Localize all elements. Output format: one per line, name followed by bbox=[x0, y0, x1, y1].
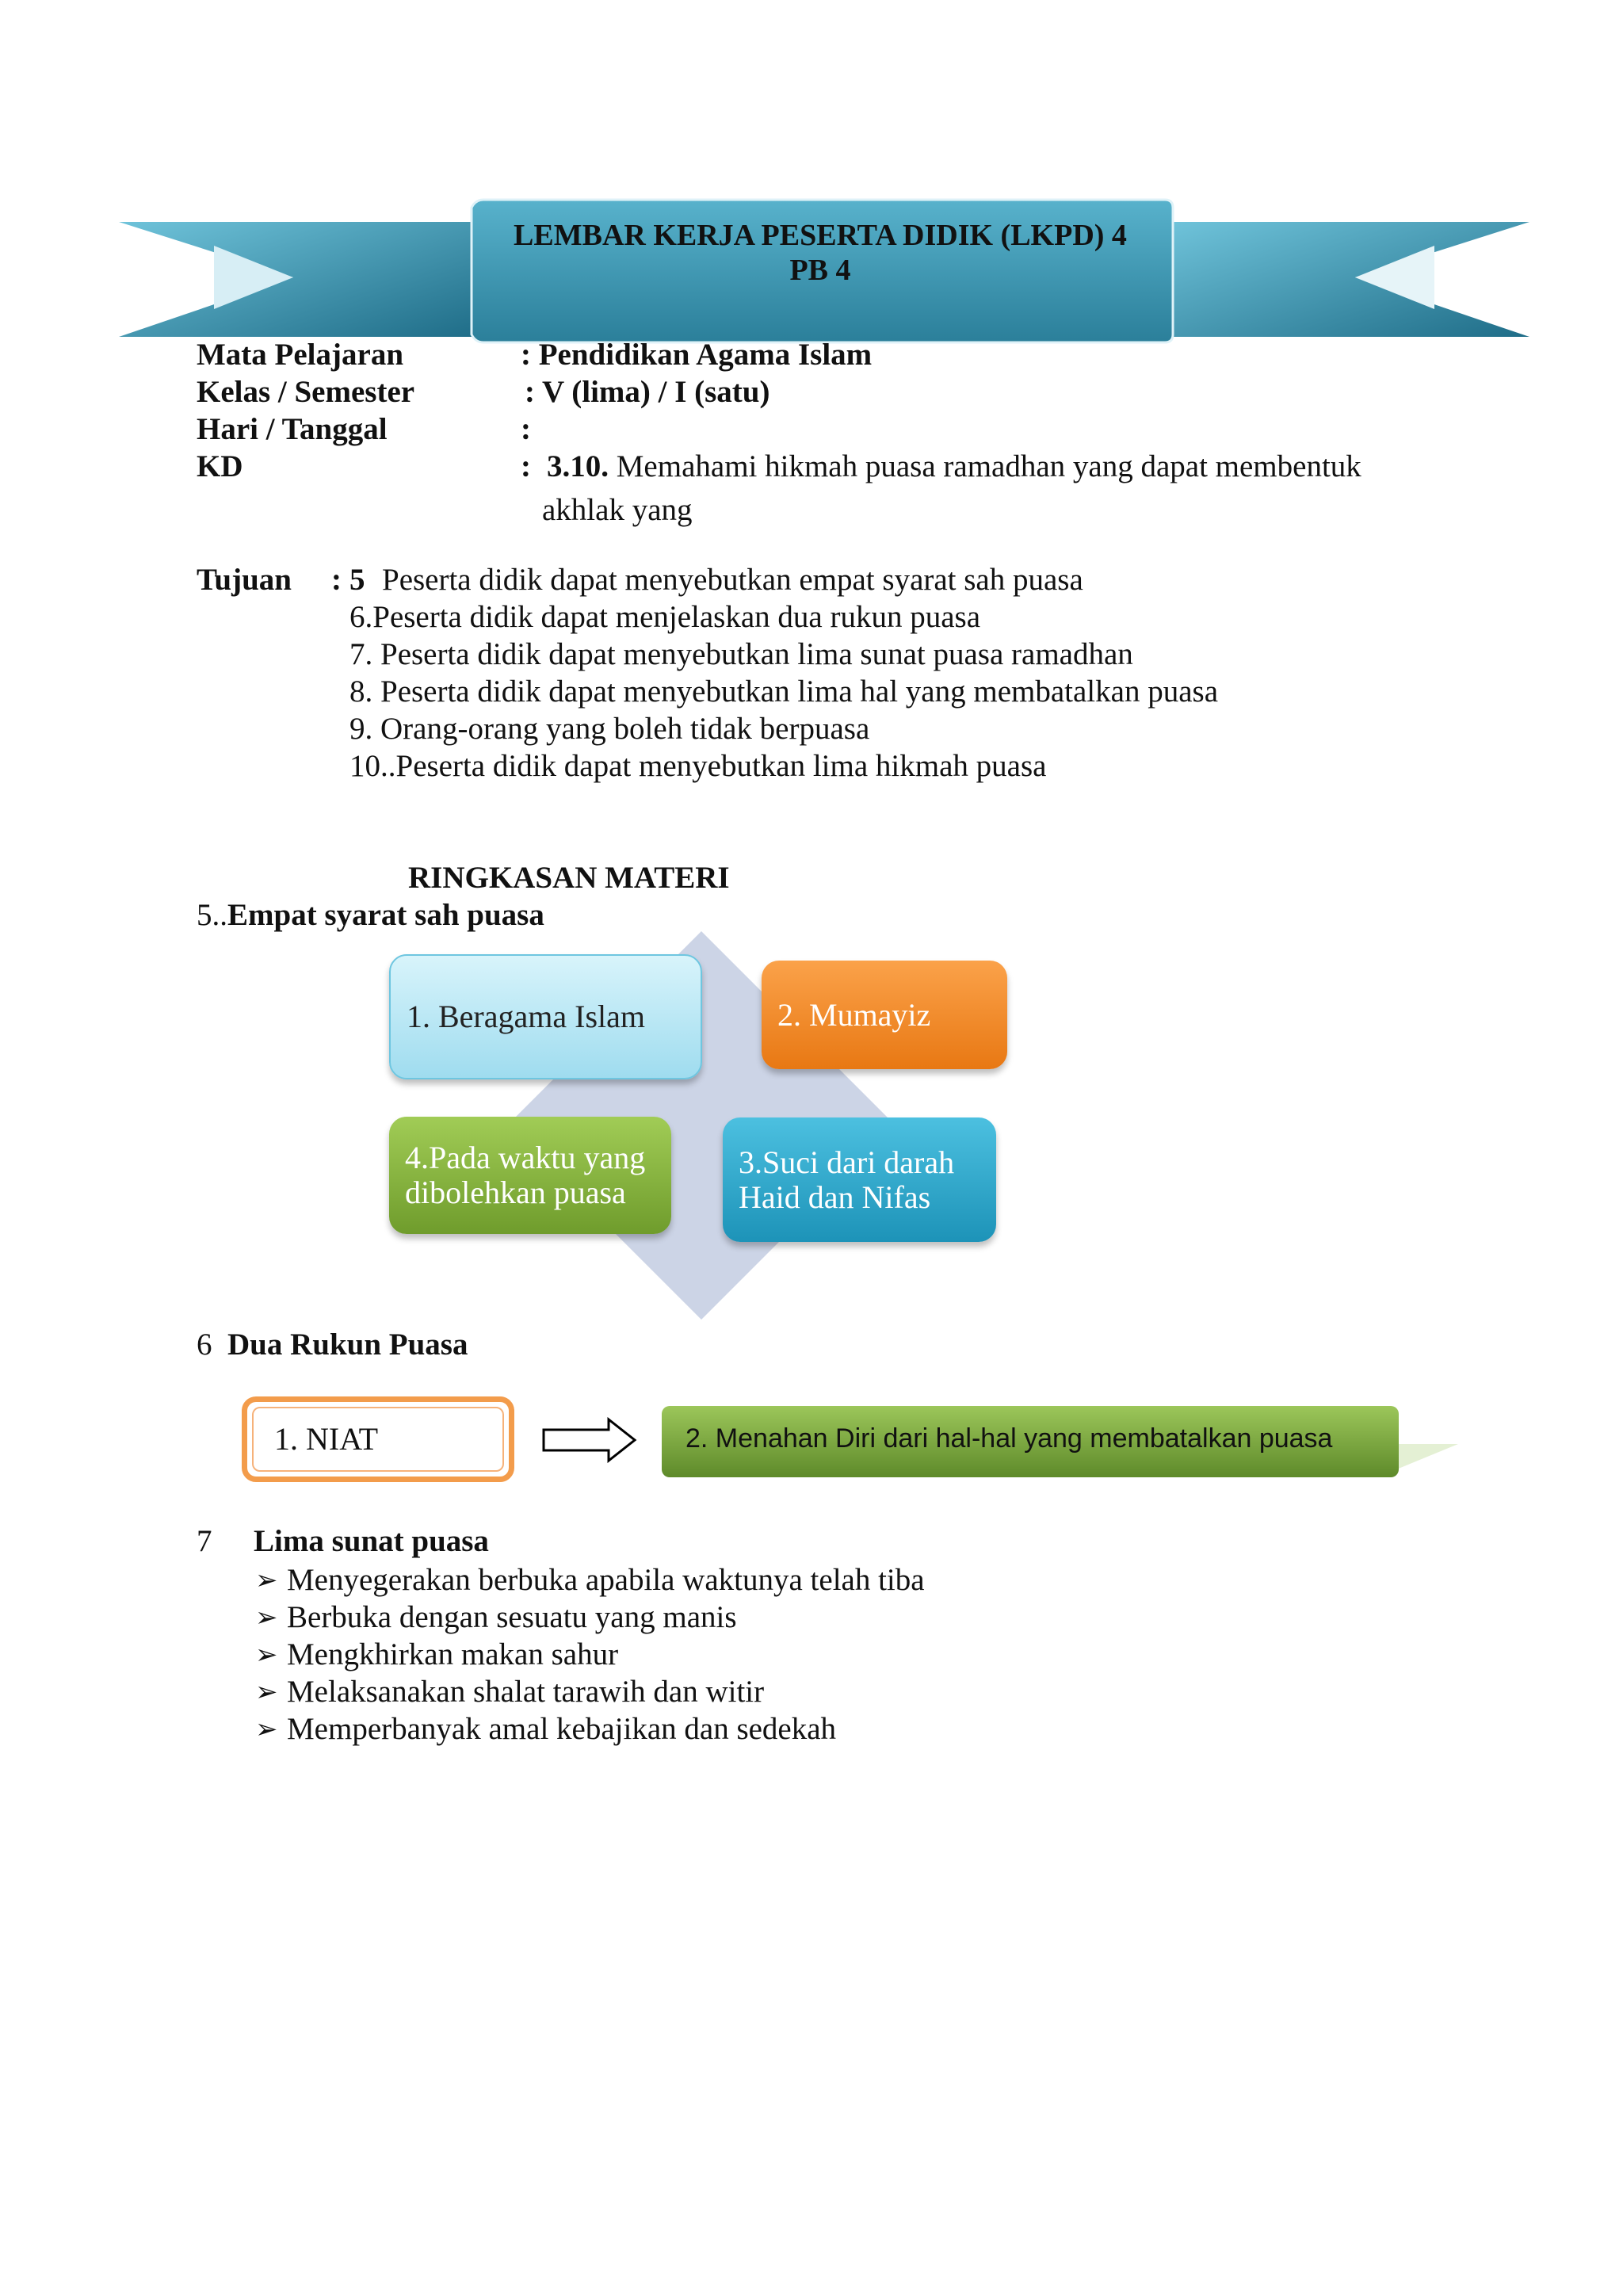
info-colon-kd: : bbox=[521, 449, 531, 483]
tujuan-item: 9. Orang-orang yang boleh tidak berpuasa bbox=[349, 712, 870, 746]
tujuan-item: 7. Peserta didik dapat menyebutkan lima sunat puasa ramadhan bbox=[349, 637, 1133, 671]
section6-title: Dua Rukun Puasa bbox=[227, 1328, 468, 1362]
page-title bbox=[472, 218, 1169, 288]
section6-heading bbox=[197, 1329, 468, 1360]
tujuan-item: 8. Peserta didik dapat menyebutkan lima hal yang membatalkan puasa bbox=[349, 674, 1218, 709]
section5-heading bbox=[197, 900, 544, 930]
list-item bbox=[255, 1636, 925, 1673]
tujuan-colon: : bbox=[331, 563, 342, 597]
syarat-card-beragama-islam bbox=[389, 954, 702, 1079]
info-value-mapel: : Pendidikan Agama Islam bbox=[521, 338, 873, 372]
kd-text bbox=[547, 451, 1361, 482]
arrowhead-bullet-icon: ➢ bbox=[255, 1675, 278, 1708]
syarat-card-mumayiz bbox=[762, 961, 1007, 1069]
rukun-text: 2. Menahan Diri dari hal-hal yang membatalkan puasa bbox=[685, 1423, 1333, 1454]
sunat-text: Memperbanyak amal kebajikan dan sedekah bbox=[287, 1712, 837, 1746]
section5-title: Empat syarat sah puasa bbox=[227, 898, 544, 932]
rukun-menahan-box bbox=[662, 1404, 1462, 1484]
list-item bbox=[255, 1710, 925, 1748]
info-label-hari: Hari / Tanggal bbox=[197, 412, 388, 446]
list-item bbox=[255, 1599, 925, 1636]
syarat-text: 2. Mumayiz bbox=[777, 996, 931, 1033]
list-item bbox=[255, 1673, 925, 1710]
kd-description: Memahami hikmah puasa ramadhan yang dapat membentuk bbox=[616, 449, 1361, 483]
tujuan-item: 10..Peserta didik dapat menyebutkan lima hikmah puasa bbox=[349, 749, 1047, 783]
kd-code: 3.10. bbox=[547, 449, 609, 483]
section6-num: 6 bbox=[197, 1328, 212, 1362]
tujuan-first-num: 5 bbox=[349, 563, 365, 597]
sunat-text: Berbuka dengan sesuatu yang manis bbox=[287, 1600, 737, 1634]
section7-title: Lima sunat puasa bbox=[254, 1524, 489, 1558]
section7-num: 7 bbox=[197, 1524, 212, 1558]
tujuan-label: Tujuan bbox=[197, 563, 292, 597]
title-line-1: LEMBAR KERJA PESERTA DIDIK (LKPD) 4 bbox=[514, 219, 1127, 252]
title-line-2: PB 4 bbox=[789, 254, 851, 287]
rukun-text: 1. NIAT bbox=[274, 1421, 379, 1457]
info-value-hari: : bbox=[521, 412, 531, 446]
tujuan-item: 6.Peserta didik dapat menjelaskan dua rukun puasa bbox=[349, 600, 981, 634]
syarat-text: 1. Beragama Islam bbox=[407, 999, 645, 1034]
ringkasan-title: RINGKASAN MATERI bbox=[408, 861, 730, 895]
info-label-mapel: Mata Pelajaran bbox=[197, 338, 404, 372]
sunat-text: Melaksanakan shalat tarawih dan witir bbox=[287, 1675, 765, 1709]
syarat-text: 4.Pada waktu yang dibolehkan puasa bbox=[405, 1140, 646, 1210]
info-value-kelas: : V (lima) / I (satu) bbox=[525, 375, 770, 409]
arrowhead-bullet-icon: ➢ bbox=[255, 1638, 278, 1671]
info-label-kelas: Kelas / Semester bbox=[197, 375, 415, 409]
section5-num: 5.. bbox=[197, 898, 227, 932]
info-label-kd: KD bbox=[197, 449, 243, 483]
sunat-list bbox=[255, 1561, 925, 1748]
rukun-niat-box bbox=[242, 1396, 514, 1482]
sunat-text: Menyegerakan berbuka apabila waktunya telah tiba bbox=[287, 1563, 925, 1597]
syarat-card-suci bbox=[723, 1117, 996, 1242]
right-arrow-icon bbox=[542, 1417, 637, 1463]
tujuan-item: Peserta didik dapat menyebutkan empat syarat sah puasa bbox=[382, 563, 1083, 597]
syarat-text: 3.Suci dari darah Haid dan Nifas bbox=[739, 1144, 955, 1215]
kd-description-line2: akhlak yang bbox=[542, 493, 693, 527]
list-item bbox=[255, 1561, 925, 1599]
syarat-card-waktu bbox=[389, 1117, 671, 1234]
arrowhead-bullet-icon: ➢ bbox=[255, 1601, 278, 1633]
arrowhead-bullet-icon: ➢ bbox=[255, 1713, 278, 1745]
arrowhead-bullet-icon: ➢ bbox=[255, 1564, 278, 1596]
sunat-text: Mengkhirkan makan sahur bbox=[287, 1637, 619, 1671]
